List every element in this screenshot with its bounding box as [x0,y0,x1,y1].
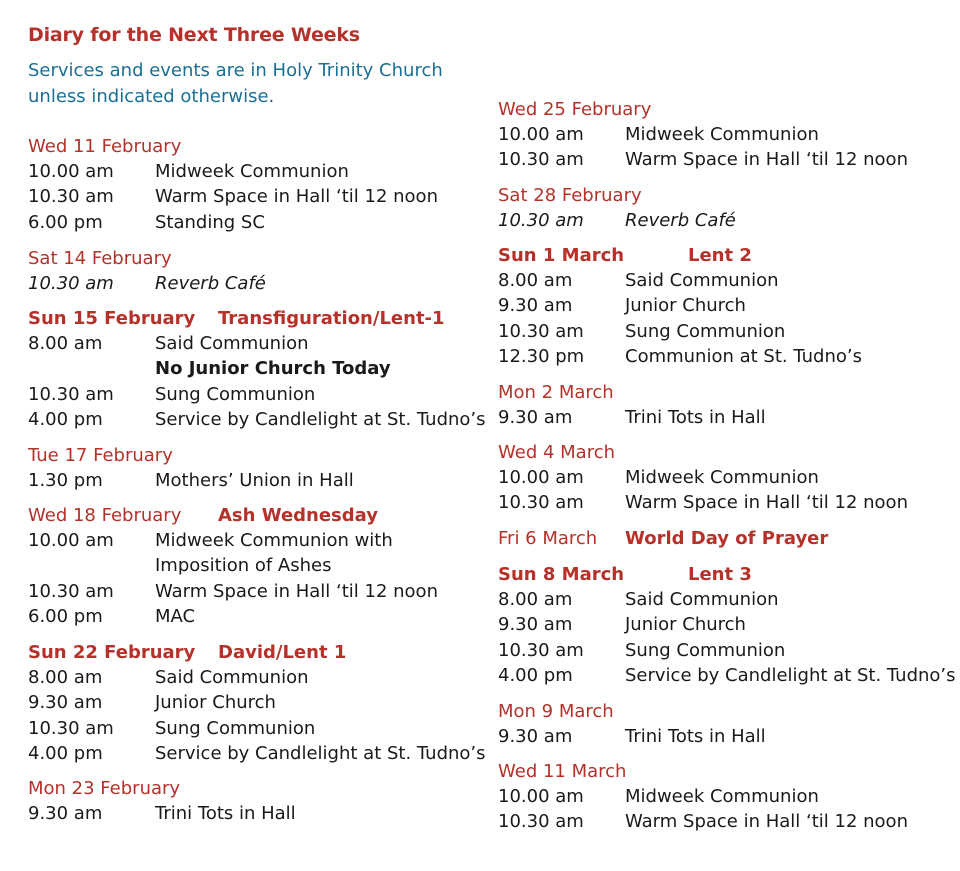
special-label: Lent 3 [688,564,752,585]
event-desc: Midweek Communion [155,161,349,182]
event-time: 10.30 am [498,210,584,231]
event-time: 10.00 am [498,124,584,145]
day-label: Wed 18 February [28,505,182,526]
day-heading [498,243,958,268]
event-row [28,604,478,629]
day-heading: Wed 4 March [498,442,616,463]
event-desc: Sung Communion [625,320,786,342]
special-label: David/Lent 1 [218,642,347,663]
event-time: 6.00 pm [28,605,103,627]
event-time: 12.30 pm [498,345,585,367]
event-row [498,405,958,430]
event-row [498,612,958,637]
day-heading: Tue 17 February [28,445,173,466]
event-row [498,344,958,369]
special-label: Lent 2 [688,245,752,266]
event-note: No Junior Church Today [155,358,391,380]
event-time: 10.30 am [498,492,584,514]
day-block [28,503,478,629]
event-row [498,208,958,233]
day-heading: Sat 14 February [28,248,172,269]
event-row [28,159,478,184]
day-label: Sun 15 February [28,308,196,329]
day-heading: Wed 25 February [498,99,652,120]
event-desc: Midweek Communion [625,467,819,488]
event-row [498,268,958,293]
event-row [28,528,478,553]
event-time: 9.30 am [498,614,573,636]
event-desc: Warm Space in Hall ‘til 12 noon [155,580,438,602]
day-block [498,183,958,233]
event-time: 8.00 am [498,589,573,610]
day-block [498,97,958,173]
event-desc: Trini Tots in Hall [155,803,296,824]
day-block [28,443,478,493]
event-time: 10.30 am [28,580,114,602]
event-time: 9.30 am [28,803,103,824]
event-desc: Warm Space in Hall ‘til 12 noon [155,186,438,208]
event-desc: Junior Church [625,295,746,317]
event-time: 10.00 am [28,161,114,182]
event-desc: Said Communion [155,333,309,354]
event-desc: Warm Space in Hall ‘til 12 noon [625,149,908,171]
day-heading: Mon 9 March [498,701,614,722]
event-desc: Service by Candlelight at St. Tudno’s [155,408,486,430]
event-row [498,638,958,663]
day-block [498,380,958,430]
event-row [28,553,478,578]
event-desc: Junior Church [625,614,746,636]
event-row [498,663,958,688]
event-desc: Standing SC [155,211,265,233]
event-time: 8.00 am [28,667,103,688]
event-row [498,587,958,612]
event-row [28,468,478,493]
event-row [28,407,486,432]
event-desc: Warm Space in Hall ‘til 12 noon [625,811,908,833]
event-time: 10.00 am [498,786,584,807]
day-heading: Mon 2 March [498,382,614,403]
event-row [498,809,958,834]
event-time: 1.30 pm [28,470,103,491]
day-block [28,134,478,235]
event-desc: Imposition of Ashes [155,555,332,577]
event-time: 8.00 am [498,270,573,291]
event-desc: Midweek Communion [625,124,819,145]
event-time: 10.30 am [498,320,584,342]
event-time: 8.00 am [28,333,103,354]
event-row [498,724,958,749]
event-time: 4.00 pm [28,408,103,430]
event-time: 9.30 am [498,295,573,317]
day-heading: Mon 23 February [28,778,181,799]
event-time: 9.30 am [498,407,573,428]
event-desc: Communion at St. Tudno’s [625,345,862,367]
day-heading [28,306,478,331]
day-heading: Wed 11 February [28,136,182,157]
event-desc: Trini Tots in Hall [625,726,766,747]
event-desc: Reverb Café [155,273,266,294]
day-block [28,640,486,766]
special-label: Ash Wednesday [218,505,378,526]
event-desc: Said Communion [625,270,779,291]
special-label: Transfiguration/Lent-1 [218,308,445,329]
event-row [498,490,958,515]
event-desc: Said Communion [155,667,309,688]
event-time: 10.30 am [498,639,584,661]
day-heading: Wed 11 March [498,761,627,782]
event-time: 9.30 am [28,692,103,714]
event-desc: Sung Communion [155,383,316,405]
day-block [28,306,486,432]
event-row [28,665,478,690]
day-heading [498,526,958,551]
event-time: 10.30 am [28,383,114,405]
event-row [28,382,478,407]
day-heading [28,640,478,665]
day-block [498,440,958,516]
event-row [28,716,478,741]
event-desc: Warm Space in Hall ‘til 12 noon [625,492,908,514]
intro-text: Services and events are in Holy Trinity Church unless indicated otherwise. [28,60,443,107]
event-row [28,356,478,381]
event-desc: Reverb Café [625,210,736,231]
event-desc: Service by Candlelight at St. Tudno’s [155,742,486,764]
event-desc: Sung Communion [625,639,786,661]
event-row [28,741,486,766]
day-block [498,243,958,369]
event-desc: Midweek Communion with [155,530,393,551]
event-time: 10.00 am [28,530,114,551]
day-heading [498,562,958,587]
event-row [498,465,958,490]
event-desc: Junior Church [155,692,276,714]
day-block [28,246,478,296]
day-label: Sun 1 March [498,245,625,266]
event-time: 10.30 am [28,717,114,739]
event-desc: Sung Communion [155,717,316,739]
day-block [28,776,478,826]
event-desc: Said Communion [625,589,779,610]
event-row [498,122,958,147]
event-time: 4.00 pm [28,742,103,764]
event-row [28,184,478,209]
event-time: 4.00 pm [498,664,573,686]
event-row [28,271,478,296]
event-time: 9.30 am [498,726,573,747]
day-heading: Sat 28 February [498,185,642,206]
event-row [498,784,958,809]
day-block [498,526,958,551]
event-desc: MAC [155,605,196,627]
day-block [498,562,958,688]
day-heading [28,503,478,528]
event-time: 10.30 am [28,186,114,208]
event-row [28,801,478,826]
event-time: 10.30 am [28,273,114,294]
event-desc: Midweek Communion [625,786,819,807]
event-row [498,147,958,172]
day-block [498,759,958,835]
event-row [28,690,478,715]
day-label: Fri 6 March [498,528,598,549]
event-desc: Trini Tots in Hall [625,407,766,428]
day-block [498,699,958,749]
event-time: 6.00 pm [28,211,103,233]
event-row [28,331,478,356]
event-row [498,319,958,344]
page-title: Diary for the Next Three Weeks [28,24,360,46]
event-time: 10.30 am [498,149,584,171]
event-row [28,210,478,235]
day-label: Sun 8 March [498,564,625,585]
special-label: World Day of Prayer [625,528,829,549]
day-label: Sun 22 February [28,642,196,663]
event-time: 10.30 am [498,811,584,833]
event-row [28,579,478,604]
event-desc: Mothers’ Union in Hall [155,470,354,491]
event-desc: Service by Candlelight at St. Tudno’s [625,664,956,686]
event-time: 10.00 am [498,467,584,488]
event-row [498,293,958,318]
